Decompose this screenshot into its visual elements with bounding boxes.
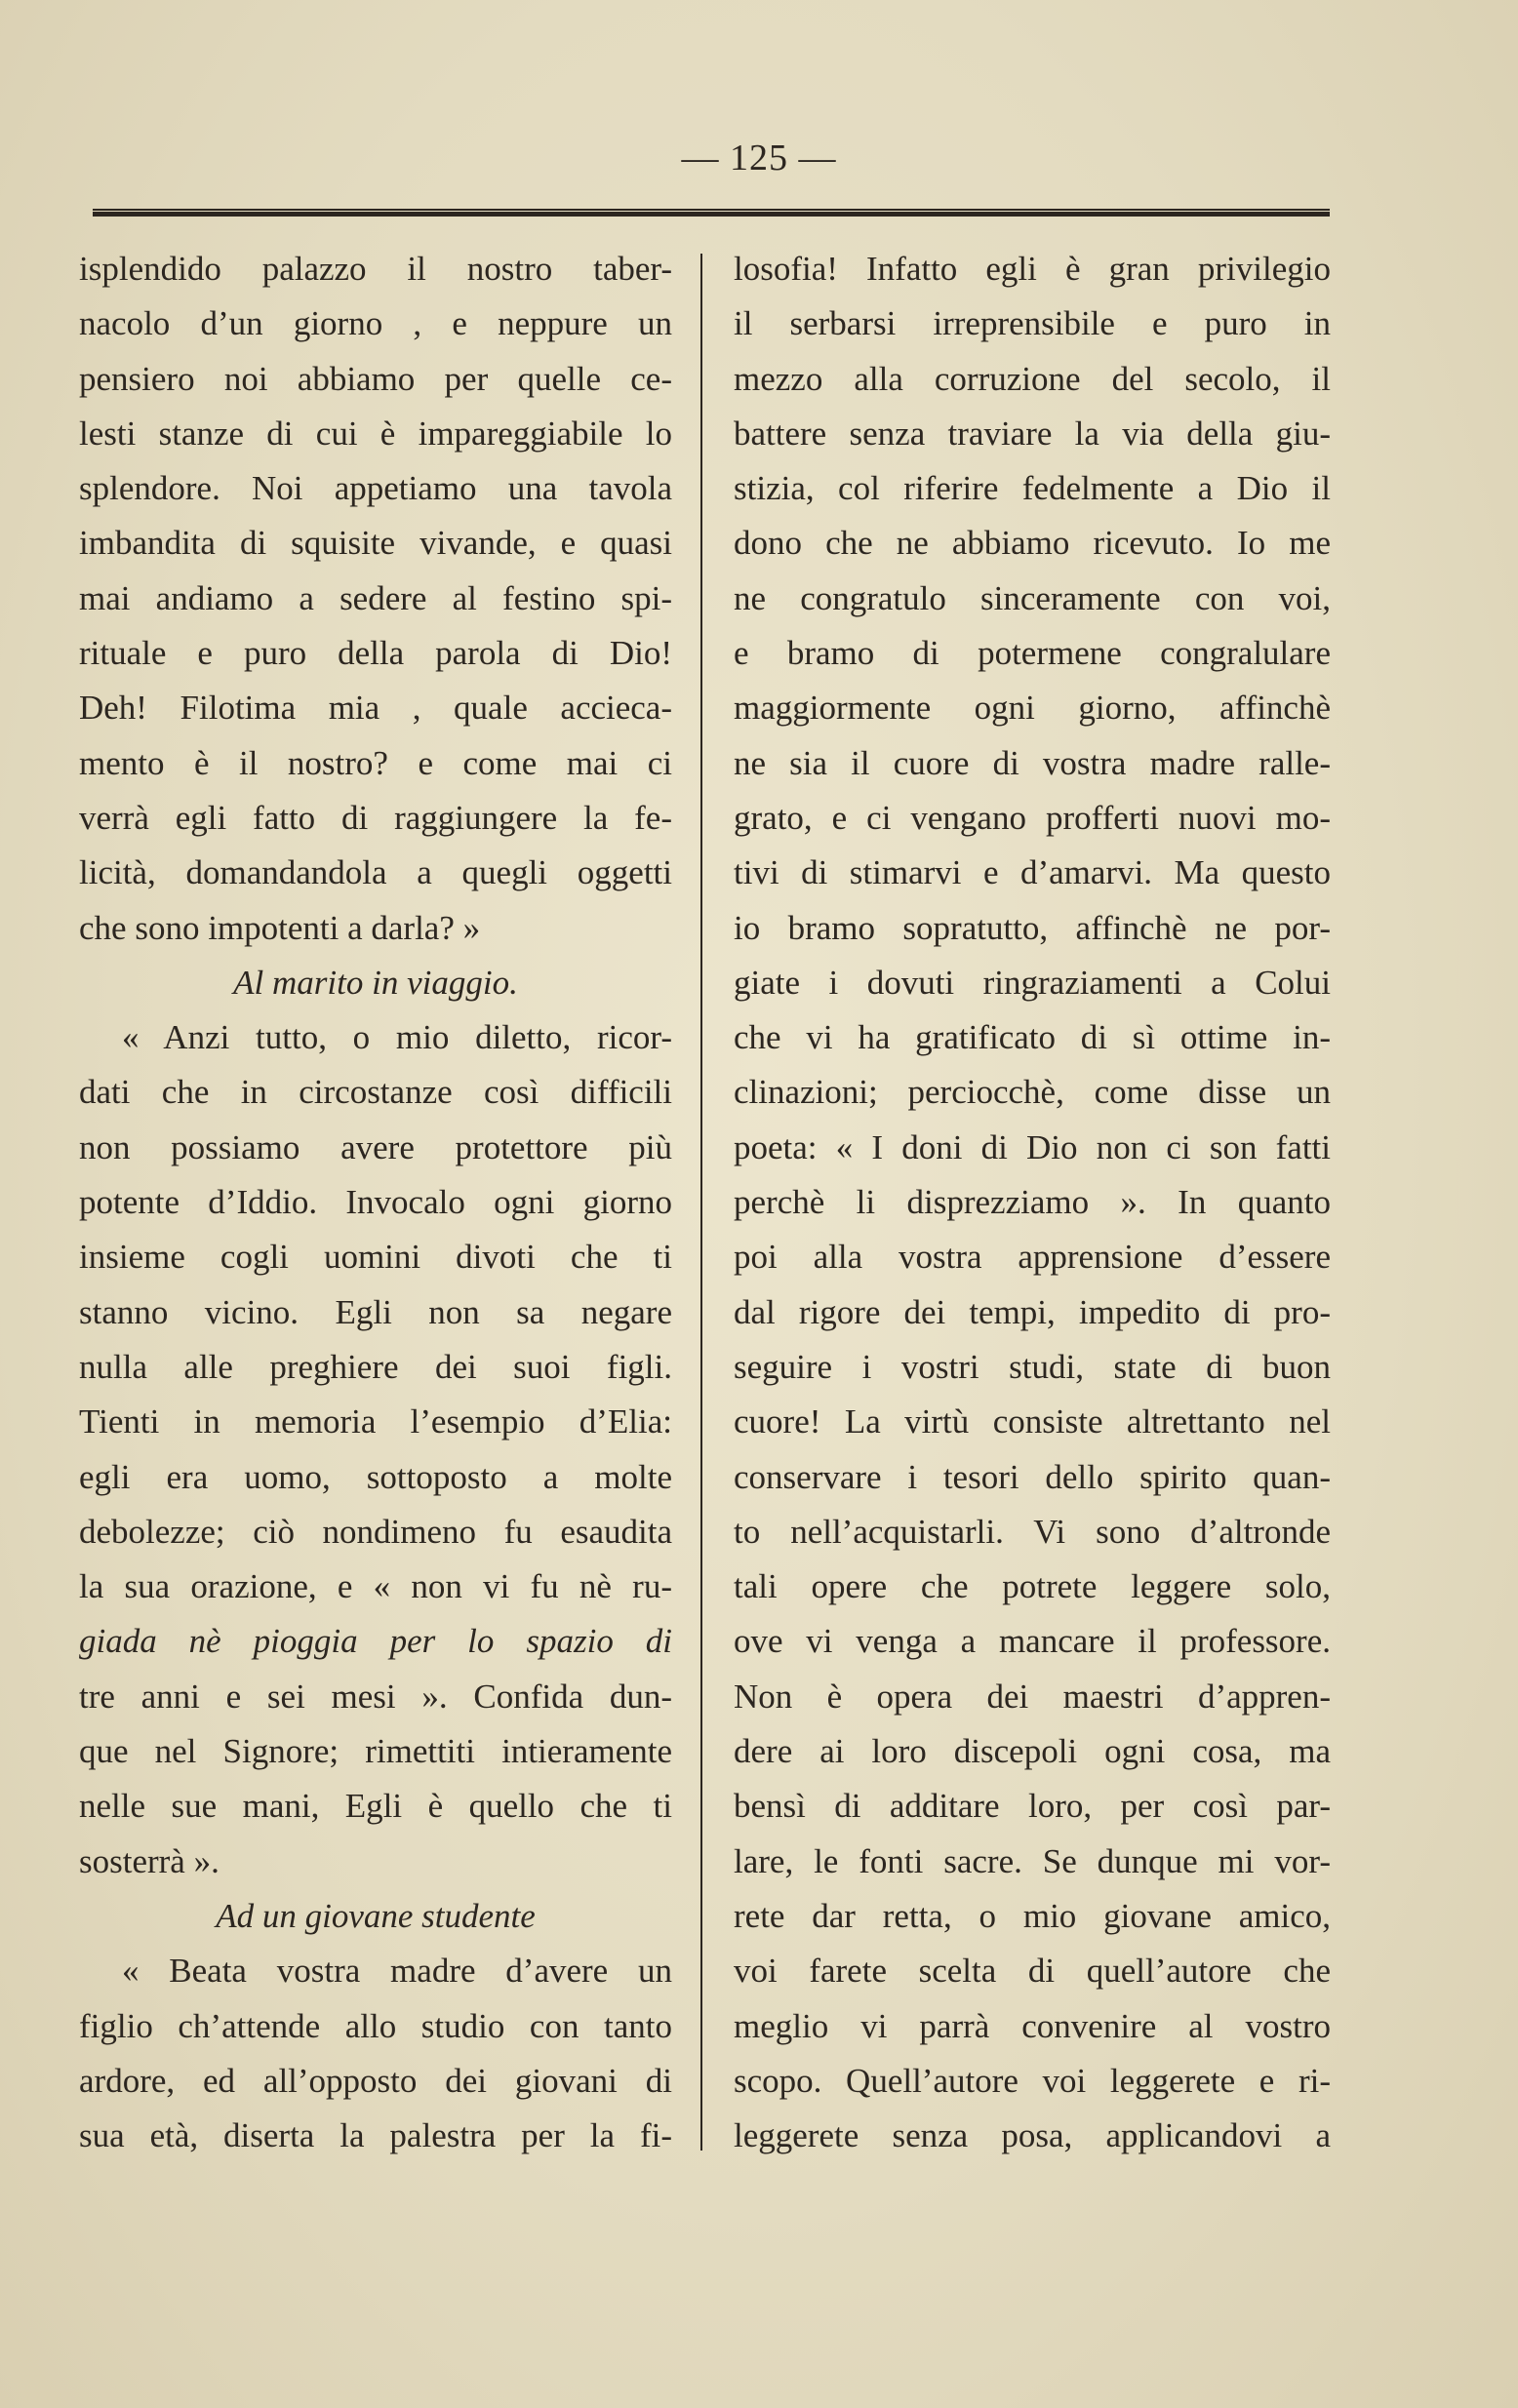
text-line: losofia! Infatto egli è gran privilegio [734, 250, 1331, 288]
text-line: che sono impotenti a darla? » [79, 908, 481, 947]
text-line: nacolo d’un giorno , e neppure un [79, 304, 672, 343]
text-line: battere senza traviare la via della giu- [734, 414, 1331, 453]
text-line: egli era uomo, sottoposto a molte [79, 1457, 672, 1496]
text-line: voi farete scelta di quell’autore che [734, 1952, 1331, 1991]
text-line: leggerete senza posa, applicandovi a [734, 2116, 1331, 2155]
text-line: Deh! Filotima mia , quale accieca- [79, 689, 672, 728]
text-line: meglio vi parrà convenire al vostro [734, 2006, 1331, 2045]
text-line: dere ai loro discepoli ogni cosa, ma [734, 1732, 1331, 1771]
text-line: giada nè pioggia per lo spazio di [79, 1622, 672, 1661]
text-line: debolezze; ciò nondimeno fu esaudita [79, 1512, 672, 1551]
text-line: poeta: « I doni di Dio non ci son fatti [734, 1127, 1331, 1166]
text-line: Non è opera dei maestri d’appren- [734, 1677, 1331, 1716]
text-line: seguire i vostri studi, state di buon [734, 1347, 1331, 1386]
text-line: io bramo sopratutto, affinchè ne por- [734, 908, 1331, 947]
right-column [734, 242, 1331, 2163]
text-line: splendore. Noi appetiamo una tavola [79, 469, 672, 508]
text-line: « Beata vostra madre d’avere un [122, 1952, 672, 1991]
text-line: mezzo alla corruzione del secolo, il [734, 359, 1331, 398]
text-line: clinazioni; perciocchè, come disse un [734, 1073, 1331, 1112]
text-line: lesti stanze di cui è impareggiabile lo [79, 414, 672, 453]
text-line: verrà egli fatto di raggiungere la fe- [79, 798, 672, 837]
text-line: mento è il nostro? e come mai ci [79, 743, 672, 782]
text-line: dal rigore dei tempi, impedito di pro- [734, 1292, 1331, 1331]
text-line: maggiormente ogni giorno, affinchè [734, 689, 1331, 728]
text-line: tali opere che potrete leggere solo, [734, 1567, 1331, 1606]
text-line: scopo. Quell’autore voi leggerete e ri- [734, 2061, 1331, 2100]
text-line: tivi di stimarvi e d’amarvi. Ma questo [734, 853, 1331, 892]
text-line: dono che ne abbiamo ricevuto. Io me [734, 524, 1331, 563]
text-line: perchè li disprezziamo ». In quanto [734, 1183, 1331, 1222]
text-line: ove vi venga a mancare il professore. [734, 1622, 1331, 1661]
text-line: to nell’acquistarli. Vi sono d’altronde [734, 1512, 1331, 1551]
text-line: que nel Signore; rimettiti intieramente [79, 1732, 672, 1771]
text-line: ne sia il cuore di vostra madre ralle- [734, 743, 1331, 782]
text-line: pensiero noi abbiamo per quelle ce- [79, 359, 672, 398]
text-line: nulla alle preghiere dei suoi figli. [79, 1347, 672, 1386]
text-line: imbandita di squisite vivande, e quasi [79, 524, 672, 563]
text-line: non possiamo avere protettore più [79, 1127, 672, 1166]
text-line: dati che in circostanze così difficili [79, 1073, 672, 1112]
text-line: conservare i tesori dello spirito quan- [734, 1457, 1331, 1496]
text-line: rituale e puro della parola di Dio! [79, 634, 672, 673]
text-line: lare, le fonti sacre. Se dunque mi vor- [734, 1841, 1331, 1880]
text-line: isplendido palazzo il nostro taber- [79, 250, 672, 288]
text-line: potente d’Iddio. Invocalo ogni giorno [79, 1183, 672, 1222]
text-line: tre anni e sei mesi ». Confida dun- [79, 1677, 672, 1716]
text-line: nelle sue mani, Egli è quello che ti [79, 1787, 672, 1826]
text-line: che vi ha gratificato di sì ottime in- [734, 1018, 1331, 1057]
text-line: bensì di additare loro, per così par- [734, 1787, 1331, 1826]
text-line: stanno vicino. Egli non sa negare [79, 1292, 672, 1331]
text-line: stizia, col riferire fedelmente a Dio il [734, 469, 1331, 508]
text-line: insieme cogli uomini divoti che ti [79, 1238, 672, 1277]
text-line: mai andiamo a sedere al festino spi- [79, 578, 672, 617]
column-divider [700, 254, 702, 2151]
section-heading: Ad un giovane studente [216, 1896, 536, 1935]
text-line: poi alla vostra apprensione d’essere [734, 1238, 1331, 1277]
text-line: « Anzi tutto, o mio diletto, ricor- [122, 1018, 672, 1057]
text-line: giate i dovuti ringraziamenti a Colui [734, 963, 1331, 1002]
left-column [79, 242, 672, 2163]
text-line: cuore! La virtù consiste altrettanto nel [734, 1402, 1331, 1441]
text-line: licità, domandandola a quegli oggetti [79, 853, 672, 892]
header-rule [93, 209, 1330, 217]
text-line: rete dar retta, o mio giovane amico, [734, 1896, 1331, 1935]
text-line: figlio ch’attende allo studio con tanto [79, 2006, 672, 2045]
page-number: — 125 — [681, 138, 837, 178]
text-line: sosterrà ». [79, 1841, 220, 1880]
text-line: ardore, ed all’opposto dei giovani di [79, 2061, 672, 2100]
section-heading: Al marito in viaggio. [233, 963, 518, 1002]
text-line: e bramo di potermene congralulare [734, 634, 1331, 673]
text-line: grato, e ci vengano profferti nuovi mo- [734, 798, 1331, 837]
text-line: Tienti in memoria l’esempio d’Elia: [79, 1402, 672, 1441]
text-line: il serbarsi irreprensibile e puro in [734, 304, 1331, 343]
text-line: sua età, diserta la palestra per la fi- [79, 2116, 672, 2155]
text-line: ne congratulo sinceramente con voi, [734, 578, 1331, 617]
text-line: la sua orazione, e « non vi fu nè ru- [79, 1567, 672, 1606]
